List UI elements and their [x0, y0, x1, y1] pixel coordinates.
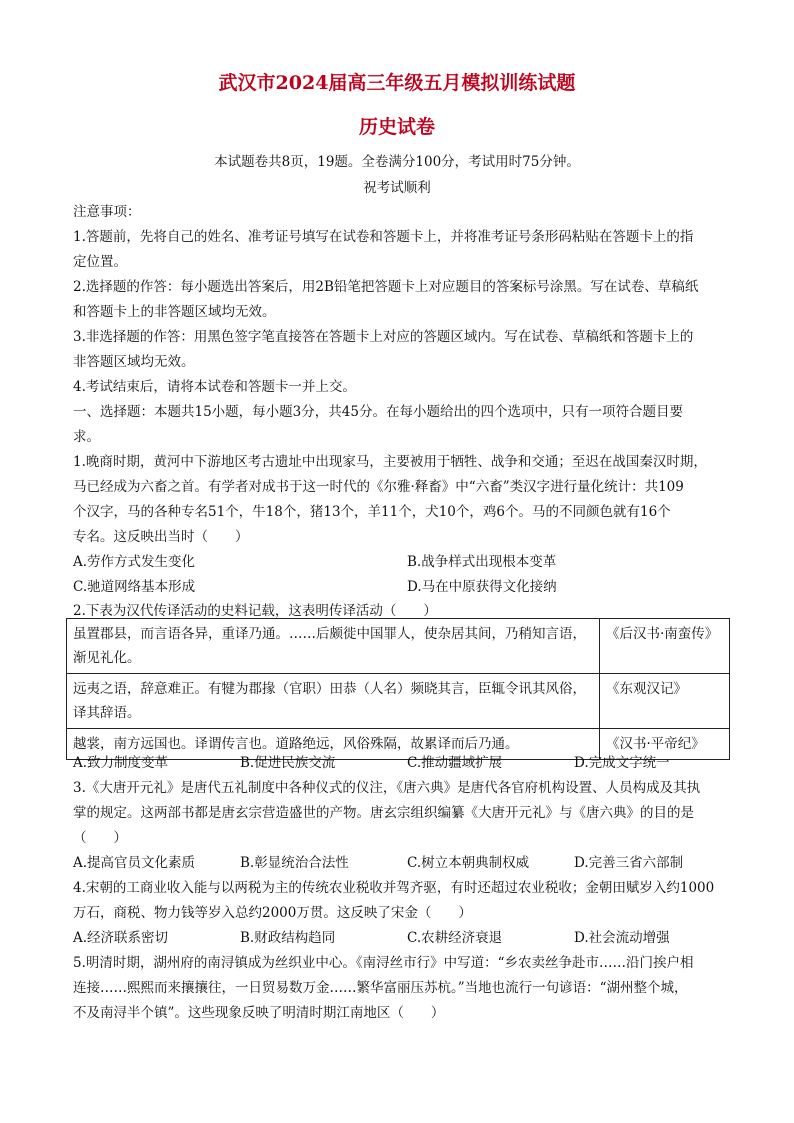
q1-stem-line-2: 马已经成为六畜之首。有学者对成书于这一时代的《尔雅·释畜》中“六畜”类汉字进行量化统计：共109 — [73, 479, 684, 495]
q4-option-a: A.经济联系密切 — [73, 930, 169, 946]
q4-stem-line-2: 万石，商税、物力钱等岁入总约2000万贯。这反映了宋金（ ） — [73, 905, 472, 921]
q4-stem-line-1: 4.宋朝的工商业收入能与以两税为主的传统农业税收并驾齐驱，有时还超过农业税收；金朝田赋岁入约1000 — [73, 880, 715, 896]
q1-option-c: C.驰道网络基本形成 — [73, 579, 196, 595]
q2-source-table — [66, 618, 730, 760]
q5-stem-line-2: 连接……熙熙而来攘攘往，一日贸易数万金……繁华富丽压苏杭。”当地也流行一句谚语：“湖州整个城， — [73, 980, 688, 996]
note-3-line-2: 非答题区域均无效。 — [73, 354, 195, 370]
q3-stem-line-3: （ ） — [73, 830, 127, 846]
note-2-line-2: 和答题卡上的非答题区域均无效。 — [73, 304, 276, 320]
q4-option-b: B.财政结构趋同 — [240, 930, 336, 946]
table-cell-source: 《东观汉记》 — [600, 674, 730, 729]
note-4: 4.考试结束后，请将本试卷和答题卡一并上交。 — [73, 379, 356, 395]
table-row — [67, 674, 730, 729]
section-1-instructions-cont: 求。 — [73, 429, 100, 445]
table-cell-source: 《后汉书·南蛮传》 — [600, 619, 730, 674]
q3-option-a: A.提高官员文化素质 — [73, 855, 196, 871]
notes-heading: 注意事项： — [73, 204, 141, 220]
q1-stem-line-3: 个汉字，马的各种专名51个，牛18个，猪13个，羊11个，犬10个，鸡6个。马的不同颜色就有16个 — [73, 504, 671, 520]
exam-info: 本试题卷共8页，19题。全卷满分100分，考试用时75分钟。 — [214, 154, 580, 170]
q3-option-c: C.树立本朝典制权威 — [407, 855, 530, 871]
exam-wish: 祝考试顺利 — [363, 180, 431, 196]
q1-option-a: A.劳作方式发生变化 — [73, 554, 196, 570]
table-cell-text: 远夷之语，辞意难正。有犍为郡掾（官职）田恭（人名）频晓其言，臣辄令讯其风俗，译其辞语。 — [67, 674, 600, 729]
exam-subject-title: 历史试卷 — [358, 116, 435, 138]
table-cell-source: 《汉书·平帝纪》 — [600, 729, 730, 760]
q5-stem-line-3: 不及南浔半个镇”。这些现象反映了明清时期江南地区（ ） — [73, 1005, 445, 1021]
q1-option-b: B.战争样式出现根本变革 — [407, 554, 557, 570]
q2-option-d: D.完成文字统一 — [574, 755, 670, 771]
note-2-line-1: 2.选择题的作答：每小题选出答案后，用2B铅笔把答题卡上对应题目的答案标号涂黑。写在试卷、草稿纸 — [73, 279, 699, 295]
note-1-line-1: 1.答题前，先将自己的姓名、准考证号填写在试卷和答题卡上，并将准考证号条形码粘贴在答题卡上的指 — [73, 229, 694, 245]
q2-stem: 2.下表为汉代传译活动的史料记载，这表明传译活动（ ） — [73, 603, 437, 619]
q2-option-a: A.致力制度变革 — [73, 755, 169, 771]
q1-stem-line-1: 1.晚商时期，黄河中下游地区考古遗址中出现家马，主要被用于牺牲、战争和交通；至迟在战国秦汉时期， — [73, 454, 707, 470]
q2-option-c: C.推动疆域扩展 — [407, 755, 503, 771]
q3-option-d: D.完善三省六部制 — [574, 855, 684, 871]
q3-stem-line-1: 3.《大唐开元礼》是唐代五礼制度中各种仪式的仪注，《唐六典》是唐代各官府机构设置、人员构成及其执 — [73, 780, 701, 796]
q4-option-d: D.社会流动增强 — [574, 930, 670, 946]
q3-stem-line-2: 掌的规定。这两部书都是唐玄宗营造盛世的产物。唐玄宗组织编纂《大唐开元礼》与《唐六典》的目的是 — [73, 805, 694, 821]
q4-option-c: C.农耕经济衰退 — [407, 930, 503, 946]
section-1-instructions: 一、选择题：本题共15小题，每小题3分，共45分。在每小题给出的四个选项中，只有一项符合题目要 — [73, 404, 683, 420]
q1-option-d: D.马在中原获得文化接纳 — [407, 579, 557, 595]
table-cell-text: 虽置郡县，而言语各异，重译乃通。……后颇徙中国罪人，使杂居其间，乃稍知言语，渐见礼化。 — [67, 619, 600, 674]
q3-option-b: B.彰显统治合法性 — [240, 855, 349, 871]
note-3-line-1: 3.非选择题的作答：用黑色签字笔直接答在答题卡上对应的答题区域内。写在试卷、草稿纸和答题卡上的 — [73, 329, 694, 345]
q2-option-b: B.促进民族交流 — [240, 755, 336, 771]
q5-stem-line-1: 5.明清时期，湖州府的南浔镇成为丝织业中心。《南浔丝市行》中写道：“乡农卖丝争赴市……沿门挨户相 — [73, 955, 694, 971]
q1-stem-line-4: 专名。这反映出当时（ ） — [73, 529, 249, 545]
note-1-line-2: 定位置。 — [73, 254, 127, 270]
table-row — [67, 619, 730, 674]
table-cell-text: 越裳，南方远国也。译谓传言也。道路绝远，风俗殊隔，故累译而后乃通。 — [67, 729, 600, 760]
exam-title: 武汉市2024届高三年级五月模拟训练试题 — [218, 72, 576, 94]
